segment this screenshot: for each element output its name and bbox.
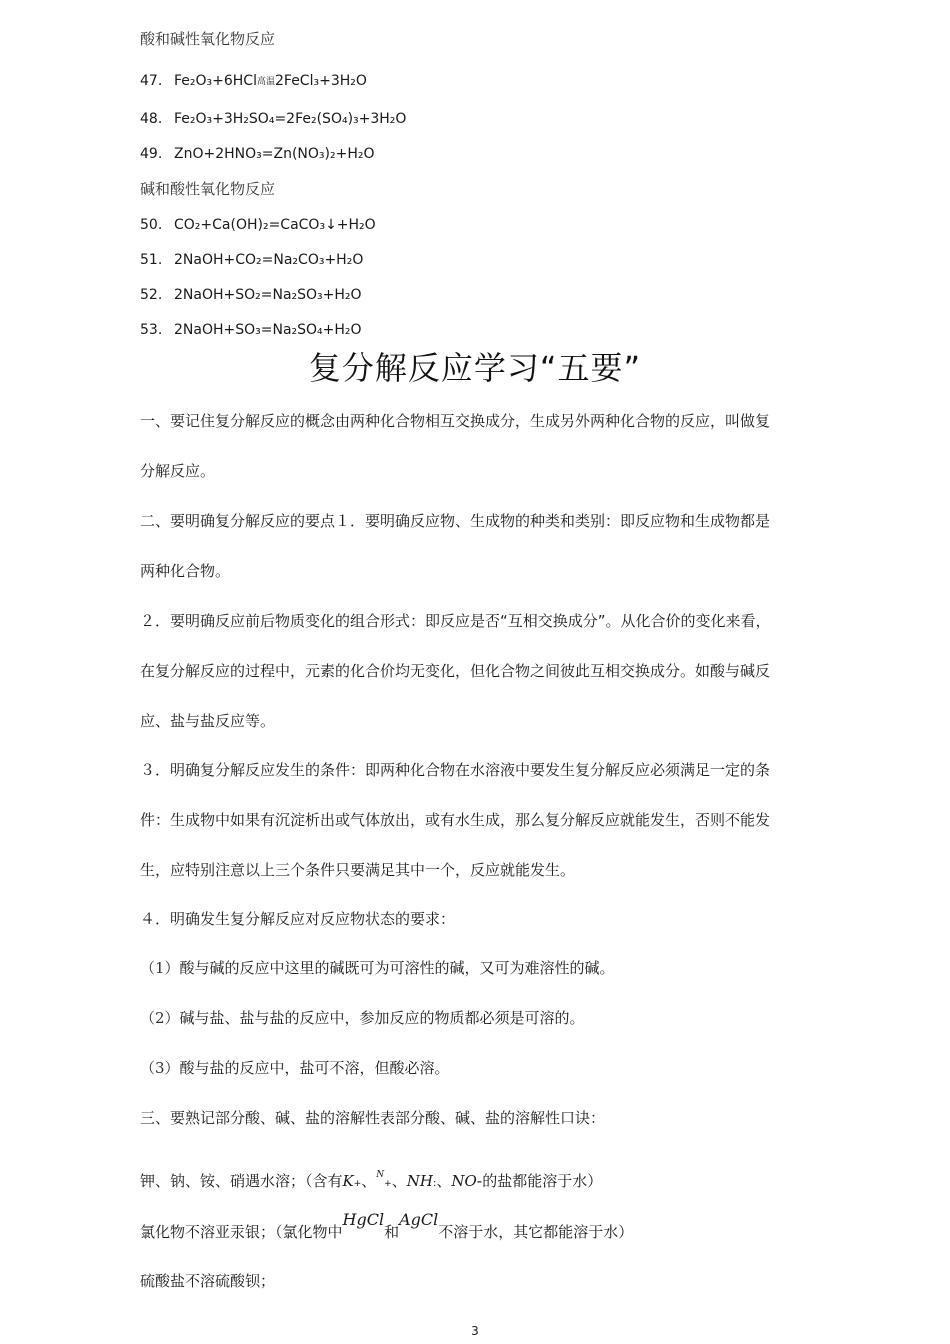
list-item-text: 酸与盐的反应中，盐可不溶，但酸必溶。 xyxy=(179,1059,450,1077)
equation-text: 2NaOH+SO₃=Na₂SO₄+H₂O xyxy=(174,322,362,338)
list-marker: （1） xyxy=(140,959,180,977)
paragraph-line: ４．明确发生复分解反应对反应物状态的要求： xyxy=(140,910,456,928)
separator: 、 xyxy=(391,1172,407,1190)
rule-text: -的盐都能溶于水） xyxy=(476,1172,603,1190)
separator: 、 xyxy=(436,1172,452,1190)
equation-47 xyxy=(140,73,367,89)
page-title: 复分解反应学习“五要” xyxy=(308,349,642,387)
equation-number: 50. xyxy=(140,217,163,233)
paragraph-line: 两种化合物。 xyxy=(140,562,231,580)
equation-49 xyxy=(140,146,374,162)
equation-text: ZnO+2HNO₃=Zn(NO₃)₂+H₂O xyxy=(174,146,375,162)
formula-agcl: AgCl xyxy=(399,1210,439,1229)
solubility-rule-line xyxy=(140,1210,634,1242)
paragraph-line: 在复分解反应的过程中，元素的化合价均无变化，但化合物之间彼此互相交换成分。如酸与碱反 xyxy=(140,662,771,680)
list-item xyxy=(140,1057,450,1078)
equation-51 xyxy=(140,252,363,268)
equation-number: 53. xyxy=(140,322,163,338)
formula-no: NO xyxy=(451,1172,477,1190)
paragraph-line: 件：生成物中如果有沉淀析出或气体放出，或有水生成，那么复分解反应就能发生，否则不能发 xyxy=(140,811,771,829)
paragraph-line: ３．明确复分解反应发生的条件：即两种化合物在水溶液中要发生复分解反应必须满足一定的条 xyxy=(140,761,771,779)
page-number: 3 xyxy=(471,1324,479,1338)
section-heading-base-acidic-oxide: 碱和酸性氧化物反应 xyxy=(140,180,276,198)
equation-text: Fe₂O₃+6HCl xyxy=(174,73,257,89)
paragraph-line: 分解反应。 xyxy=(140,462,216,480)
paragraph-line: 二、要明确复分解反应的要点１．要明确反应物、生成物的种类和类别：即反应物和生成物都是 xyxy=(140,512,771,530)
formula-k: K xyxy=(342,1172,354,1190)
rule-text: 氯化物不溶亚汞银；（氯化物中 xyxy=(140,1223,343,1241)
section-heading-acid-basic-oxide: 酸和碱性氧化物反应 xyxy=(140,30,276,48)
paragraph-line: 硫酸盐不溶硫酸钡； xyxy=(140,1272,276,1290)
list-item-text: 酸与碱的反应中这里的碱既可为可溶性的碱，又可为难溶性的碱。 xyxy=(179,959,615,977)
equation-text: CO₂+Ca(OH)₂=CaCO₃↓+H₂O xyxy=(174,217,376,233)
list-marker: （3） xyxy=(140,1059,180,1077)
solubility-rule-line xyxy=(140,1170,602,1191)
paragraph-line: 三、要熟记部分酸、碱、盐的溶解性表部分酸、碱、盐的溶解性口诀： xyxy=(140,1109,606,1127)
equation-number: 51. xyxy=(140,252,163,268)
formula-nh: NH xyxy=(406,1172,433,1190)
paragraph-line: ２．要明确反应前后物质变化的组合形式：即反应是否“互相交换成分”。从化合价的变化来看， xyxy=(140,612,771,630)
paragraph-line: 一、要记住复分解反应的概念由两种化合物相互交换成分，生成另外两种化合物的反应，叫做复 xyxy=(140,412,771,430)
rule-text: 不溶于水，其它都能溶于水） xyxy=(438,1223,634,1241)
separator: 、 xyxy=(361,1172,377,1190)
equation-text: 2NaOH+CO₂=Na₂CO₃+H₂O xyxy=(174,252,364,268)
charge-sign: + xyxy=(353,1179,362,1189)
paragraph-line: 应、盐与盐反应等。 xyxy=(140,712,276,730)
formula-n: N xyxy=(376,1170,385,1180)
equation-number: 52. xyxy=(140,287,163,303)
rule-text: 钾、钠、铵、硝遇水溶；（含有 xyxy=(140,1172,343,1190)
rule-text: 和 xyxy=(384,1223,400,1241)
equation-number: 47. xyxy=(140,73,163,89)
list-item xyxy=(140,957,615,978)
paragraph-line: 生，应特别注意以上三个条件只要满足其中一个，反应就能发生。 xyxy=(140,861,576,879)
formula-hgcl: HgCl xyxy=(342,1210,385,1229)
list-item-text: 碱与盐、盐与盐的反应中，参加反应的物质都必须是可溶的。 xyxy=(179,1009,585,1027)
charge-sign: + xyxy=(384,1179,392,1189)
equation-text: 2NaOH+SO₂=Na₂SO₃+H₂O xyxy=(174,287,362,303)
equation-50 xyxy=(140,217,376,233)
list-item xyxy=(140,1007,585,1028)
list-marker: （2） xyxy=(140,1009,180,1027)
reaction-condition: 高温 xyxy=(256,77,275,87)
equation-48 xyxy=(140,111,406,127)
equation-text: Fe₂O₃+3H₂SO₄=2Fe₂(SO₄)₃+3H₂O xyxy=(174,111,407,127)
equation-52 xyxy=(140,287,362,303)
formula-colon: : xyxy=(432,1178,437,1189)
equation-number: 48. xyxy=(140,111,163,127)
equation-53 xyxy=(140,322,362,338)
equation-number: 49. xyxy=(140,146,163,162)
equation-text-rest: 2FeCl₃+3H₂O xyxy=(275,73,367,89)
